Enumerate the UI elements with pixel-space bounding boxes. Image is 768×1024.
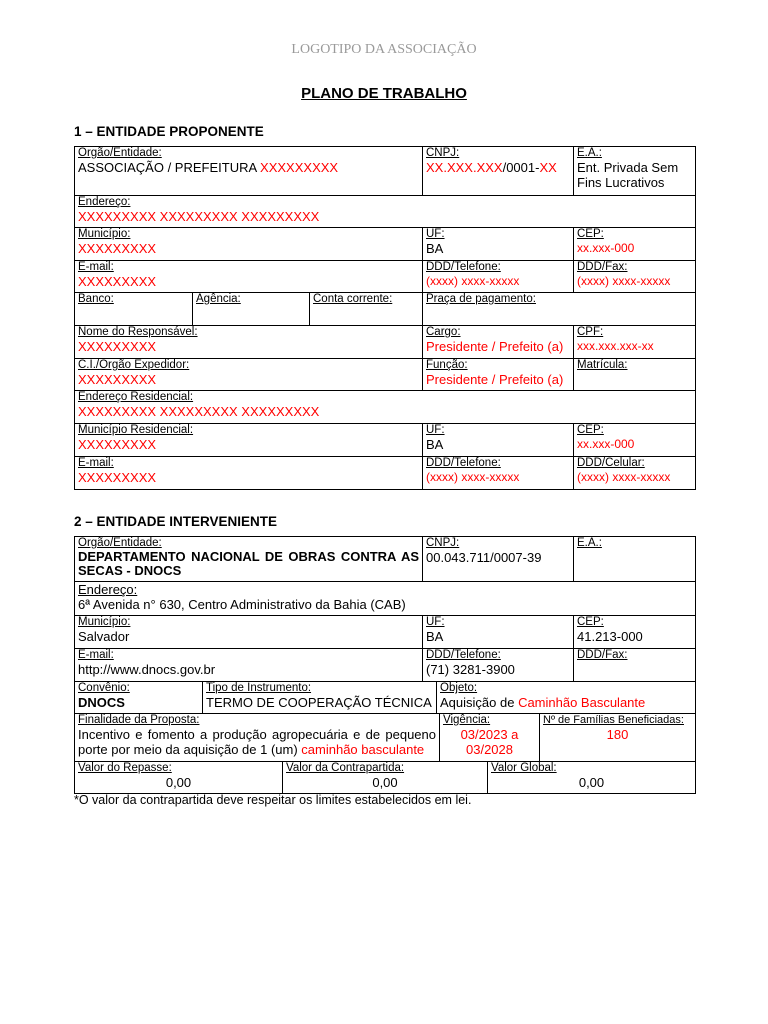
endereco-cell bbox=[75, 196, 696, 227]
section-2-table bbox=[74, 536, 696, 794]
ddd-tel-label: DDD/Telefone: bbox=[426, 261, 501, 273]
ea-label: E.A.: bbox=[577, 147, 602, 159]
matricula-cell bbox=[574, 359, 696, 390]
endereco-label: Endereço: bbox=[78, 196, 131, 208]
convenio-value: DNOCS bbox=[78, 695, 125, 710]
end-res-cell bbox=[75, 391, 696, 423]
ci-cell bbox=[75, 359, 423, 390]
tipo-label: Tipo de Instrumento: bbox=[206, 682, 312, 694]
ddd-fax-label: DDD/Fax: bbox=[577, 261, 628, 273]
cep3-value: 41.213-000 bbox=[577, 629, 643, 644]
contrapartida-label: Valor da Contrapartida: bbox=[286, 762, 405, 774]
banco-cell bbox=[75, 293, 193, 325]
vigencia-value: 03/2023 a 03/2028 bbox=[460, 727, 519, 757]
table-row bbox=[75, 228, 696, 261]
uf3-value: BA bbox=[426, 629, 444, 644]
funcao-label: Função: bbox=[426, 359, 468, 371]
ddd-cel-label: DDD/Celular: bbox=[577, 457, 645, 469]
email2-label: E-mail: bbox=[78, 457, 114, 469]
table-row bbox=[75, 616, 696, 649]
conta-cell bbox=[310, 293, 423, 325]
convenio-label: Convênio: bbox=[78, 682, 130, 694]
tipo-cell bbox=[203, 682, 437, 713]
responsavel-cell bbox=[75, 326, 423, 358]
table-row bbox=[75, 582, 696, 616]
endereco2-value: 6ª Avenida n° 630, Centro Administrativo da Bahia (CAB) bbox=[78, 597, 406, 612]
objeto-value: Aquisição de Caminhão Basculante bbox=[440, 695, 646, 710]
table-row bbox=[75, 326, 696, 359]
cep2-value: xx.xxx-000 bbox=[577, 437, 635, 451]
uf-label: UF: bbox=[426, 228, 445, 240]
table-row bbox=[75, 196, 696, 228]
cep-label: CEP: bbox=[577, 228, 604, 240]
funcao-value: Presidente / Prefeito (a) bbox=[426, 372, 564, 387]
finalidade-label: Finalidade da Proposta: bbox=[78, 714, 200, 726]
end-res-value: XXXXXXXXX XXXXXXXXX XXXXXXXXX bbox=[78, 404, 320, 419]
ddd-fax-value: (xxxx) xxxx-xxxxx bbox=[577, 274, 671, 288]
cargo-label: Cargo: bbox=[426, 326, 461, 338]
uf3-label: UF: bbox=[426, 616, 445, 628]
cnpj2-cell bbox=[423, 537, 574, 581]
matricula-label: Matrícula: bbox=[577, 359, 628, 371]
cpf-cell bbox=[574, 326, 696, 358]
praca-cell bbox=[423, 293, 696, 325]
table-row bbox=[75, 293, 696, 326]
cargo-value: Presidente / Prefeito (a) bbox=[426, 339, 564, 354]
cep3-cell bbox=[574, 616, 696, 648]
ea2-cell bbox=[574, 537, 696, 581]
cep3-label: CEP: bbox=[577, 616, 604, 628]
endereco2-label: Endereço: bbox=[78, 582, 138, 597]
endereco-value: XXXXXXXXX XXXXXXXXX XXXXXXXXX bbox=[78, 209, 320, 224]
finalidade-cell bbox=[75, 714, 440, 761]
cep2-cell bbox=[574, 424, 696, 456]
municipio-value: XXXXXXXXX bbox=[78, 241, 157, 256]
global-cell bbox=[488, 762, 696, 793]
table-row bbox=[75, 649, 696, 682]
vigencia-label: Vigência: bbox=[443, 714, 491, 726]
cnpj2-value: 00.043.711/0007-39 bbox=[426, 550, 542, 565]
ddd-tel-cell bbox=[423, 261, 574, 292]
repasse-label: Valor do Repasse: bbox=[78, 762, 172, 774]
cargo-cell bbox=[423, 326, 574, 358]
familias-label: Nº de Famílias Beneficiadas: bbox=[543, 714, 684, 726]
ea-value: Ent. Privada Sem Fins Lucrativos bbox=[577, 160, 679, 190]
ddd-tel2-cell bbox=[423, 457, 574, 489]
ddd-tel3-value: (71) 3281-3900 bbox=[426, 662, 515, 677]
repasse-cell bbox=[75, 762, 283, 793]
agencia-label: Agência: bbox=[196, 293, 241, 305]
funcao-cell bbox=[423, 359, 574, 390]
orgao-label: Orgão/Entidade: bbox=[78, 147, 162, 159]
global-label: Valor Global: bbox=[491, 762, 557, 774]
endereco2-cell bbox=[75, 582, 696, 615]
email3-cell bbox=[75, 649, 423, 681]
page-title: PLANO DE TRABALHO bbox=[301, 85, 467, 102]
email-cell bbox=[75, 261, 423, 292]
municipio2-value: Salvador bbox=[78, 629, 130, 644]
ci-value: XXXXXXXXX bbox=[78, 372, 157, 387]
ddd-tel3-cell bbox=[423, 649, 574, 681]
ddd-fax-cell bbox=[574, 261, 696, 292]
uf-cell bbox=[423, 228, 574, 260]
ddd-fax3-label: DDD/Fax: bbox=[577, 649, 628, 661]
municipio-label: Município: bbox=[78, 228, 131, 240]
section-2-heading: 2 – ENTIDADE INTERVENIENTE bbox=[74, 514, 278, 529]
table-row bbox=[75, 682, 696, 714]
ci-label: C.I./Órgão Expedidor: bbox=[78, 359, 190, 371]
finalidade-value: Incentivo e fomento a produção agropecuária e de pequeno porte por meio da aquisição de 1 (um) caminhão basculante bbox=[78, 727, 436, 757]
email-label: E-mail: bbox=[78, 261, 114, 273]
orgao-cell bbox=[75, 147, 423, 195]
orgao2-label: Orgão/Entidade: bbox=[78, 537, 162, 549]
orgao-value: ASSOCIAÇÃO / PREFEITURA XXXXXXXXX bbox=[78, 160, 339, 175]
objeto-cell bbox=[437, 682, 696, 713]
contrapartida-value: 0,00 bbox=[372, 775, 398, 790]
table-row bbox=[75, 537, 696, 582]
ddd-tel-value: (xxxx) xxxx-xxxxx bbox=[426, 274, 520, 288]
end-res-label: Endereço Residencial: bbox=[78, 391, 194, 403]
familias-value: 180 bbox=[606, 727, 629, 742]
banco-label: Banco: bbox=[78, 293, 114, 305]
praca-label: Praça de pagamento: bbox=[426, 293, 536, 305]
footnote: *O valor da contrapartida deve respeitar os limites estabelecidos em lei. bbox=[74, 793, 472, 807]
cnpj2-label: CNPJ: bbox=[426, 537, 460, 549]
orgao2-cell bbox=[75, 537, 423, 581]
table-row bbox=[75, 762, 696, 794]
mun-res-cell bbox=[75, 424, 423, 456]
mun-res-value: XXXXXXXXX bbox=[78, 437, 157, 452]
uf2-cell bbox=[423, 424, 574, 456]
email3-label: E-mail: bbox=[78, 649, 114, 661]
table-row bbox=[75, 424, 696, 457]
ddd-tel3-label: DDD/Telefone: bbox=[426, 649, 501, 661]
table-row bbox=[75, 714, 696, 762]
conta-label: Conta corrente: bbox=[313, 293, 393, 305]
mun-res-label: Município Residencial: bbox=[78, 424, 194, 436]
table-row bbox=[75, 261, 696, 293]
municipio2-cell bbox=[75, 616, 423, 648]
email3-value[interactable]: http://www.dnocs.gov.br bbox=[78, 662, 216, 677]
ddd-tel2-label: DDD/Telefone: bbox=[426, 457, 501, 469]
table-row bbox=[75, 147, 696, 196]
convenio-cell bbox=[75, 682, 203, 713]
uf-value: BA bbox=[426, 241, 444, 256]
ddd-fax3-cell bbox=[574, 649, 696, 681]
table-row bbox=[75, 359, 696, 391]
orgao2-value: DEPARTAMENTO NACIONAL DE OBRAS CONTRA AS SECAS - DNOCS bbox=[78, 549, 419, 578]
ea2-label: E.A.: bbox=[577, 537, 602, 549]
ddd-cel-value: (xxxx) xxxx-xxxxx bbox=[577, 470, 671, 484]
contrapartida-cell bbox=[283, 762, 488, 793]
cpf-label: CPF: bbox=[577, 326, 604, 338]
ea-cell bbox=[574, 147, 696, 195]
uf2-label: UF: bbox=[426, 424, 445, 436]
vigencia-cell bbox=[440, 714, 540, 761]
cep-value: xx.xxx-000 bbox=[577, 241, 635, 255]
responsavel-value: XXXXXXXXX bbox=[78, 339, 157, 354]
email-value: XXXXXXXXX bbox=[78, 274, 157, 289]
cnpj-cell bbox=[423, 147, 574, 195]
agencia-cell bbox=[193, 293, 310, 325]
familias-cell bbox=[540, 714, 696, 761]
section-1-heading: 1 – ENTIDADE PROPONENTE bbox=[74, 124, 264, 139]
global-value: 0,00 bbox=[578, 775, 605, 790]
table-row bbox=[75, 391, 696, 424]
municipio2-label: Município: bbox=[78, 616, 131, 628]
uf3-cell bbox=[423, 616, 574, 648]
table-row bbox=[75, 457, 696, 490]
cep2-label: CEP: bbox=[577, 424, 604, 436]
repasse-value: 0,00 bbox=[165, 775, 192, 790]
objeto-label: Objeto: bbox=[440, 682, 478, 694]
tipo-value: TERMO DE COOPERAÇÃO TÉCNICA bbox=[206, 695, 432, 710]
section-1-table bbox=[74, 146, 696, 490]
cnpj-label: CNPJ: bbox=[426, 147, 460, 159]
cnpj-value: XX.XXX.XXX/0001-XX bbox=[426, 160, 557, 175]
ddd-tel2-value: (xxxx) xxxx-xxxxx bbox=[426, 470, 520, 484]
ddd-cel-cell bbox=[574, 457, 696, 489]
responsavel-label: Nome do Responsável: bbox=[78, 326, 198, 338]
cep-cell bbox=[574, 228, 696, 260]
cpf-value: xxx.xxx.xxx-xx bbox=[577, 339, 654, 353]
logo-placeholder: LOGOTIPO DA ASSOCIAÇÃO bbox=[291, 42, 477, 57]
municipio-cell bbox=[75, 228, 423, 260]
email2-cell bbox=[75, 457, 423, 489]
uf2-value: BA bbox=[426, 437, 444, 452]
email2-value: XXXXXXXXX bbox=[78, 470, 157, 485]
